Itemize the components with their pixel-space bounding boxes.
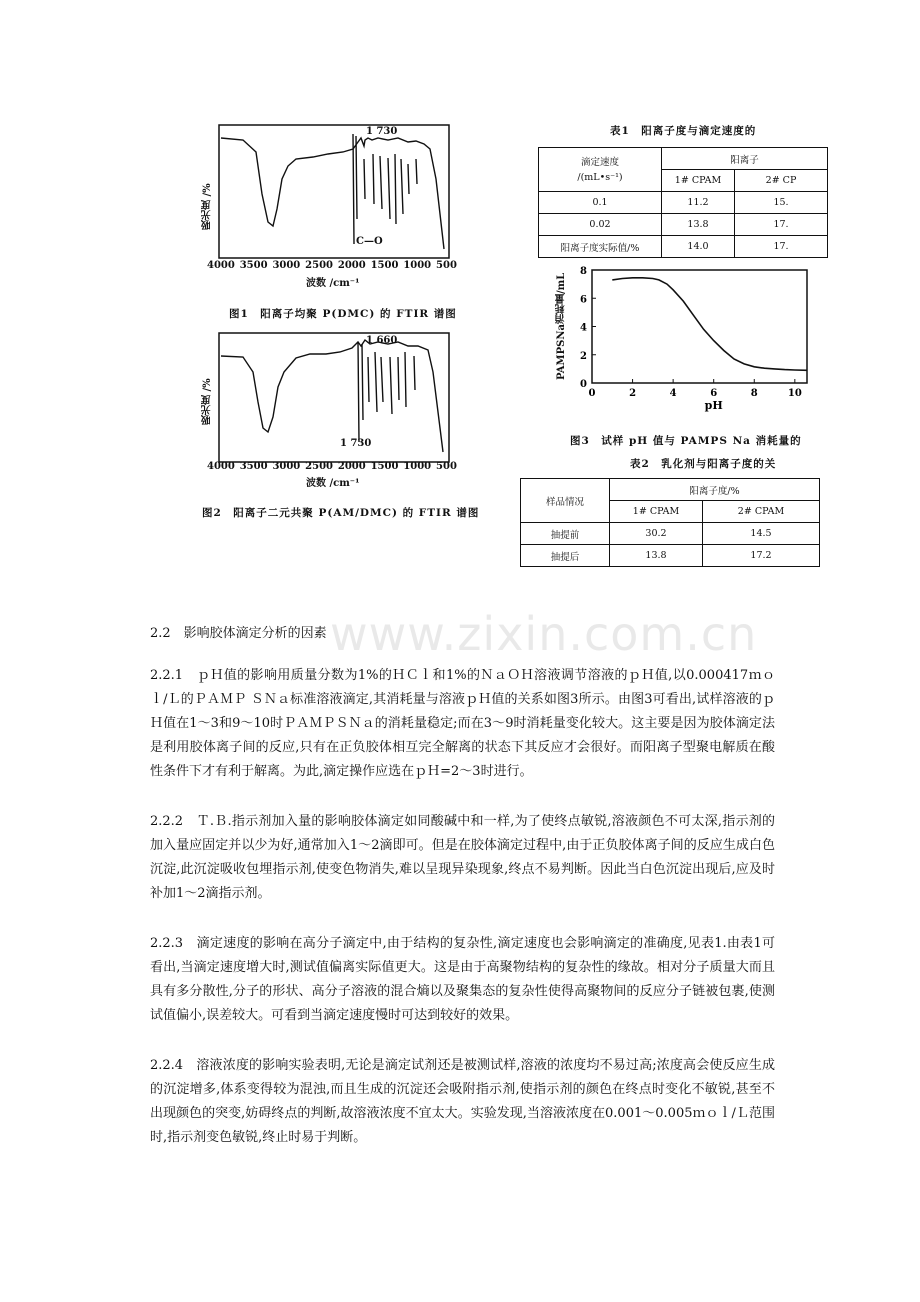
fig3-x-tick-label: 4 — [669, 388, 677, 399]
fig2-x-tick: 2000 — [337, 461, 366, 472]
table2-cell: 13.8 — [610, 545, 703, 567]
table1-cell: 15. — [735, 192, 828, 214]
fig2-x-tick: 1000 — [403, 461, 432, 472]
fig1-caption: 图1 阳离子均聚 P(DMC) 的 FTIR 谱图 — [229, 308, 457, 320]
fig3-y-tick-label: 0 — [580, 379, 587, 390]
table1-cell: 11.2 — [662, 192, 735, 214]
fig1-co-label: C—O — [356, 236, 383, 247]
table1-cell: 17. — [735, 214, 828, 236]
fig1-peak-label: 1 730 — [366, 126, 398, 137]
table1-header-group: 阳离子 — [662, 148, 828, 170]
paragraph-2-2-2: 2.2.2 Ｔ.Ｂ.指示剂加入量的影响胶体滴定如同酸碱中和一样,为了使终点敏锐,溶液颜色不可太深,指示剂的加入量应固定并以少为好,通常加入1～2滴即可。但是在胶体滴定过程中,由于正负胶体离子间的反应生成白色沉淀,此沉淀吸收包埋指示剂,使变色物消失,难以呈现异染现象,终点不易判断。因此当白色沉淀出现后,应及时补加1～2滴指示剂。 — [150, 814, 775, 901]
table2-cell: 抽提后 — [521, 545, 610, 567]
fig3-chart — [550, 255, 810, 430]
fig3-plot-frame — [592, 270, 807, 383]
fig1-y-axis-label: 吸光度 /% — [202, 183, 213, 230]
figure-3 — [550, 255, 802, 455]
fig2-spectrum — [218, 332, 450, 463]
table2-title: 表2 乳化剂与阳离子度的关 — [630, 458, 777, 470]
paragraph-2-2-3: 2.2.3 滴定速度的影响在高分子滴定中,由于结构的复杂性,滴定速度也会影响滴定的准确度,见表1.由表1可看出,当滴定速度增大时,测试值偏离实际值更大。这是由于高聚物结构的复杂性的缘故。相对分子质量大而且具有多分散性,分子的形状、高分子溶液的混合熵以及聚集态的复杂性使得高聚物间的反应分子链被包裹,使测试值偏小,误差较大。可看到当滴定速度慢时可达到较好的效果。 — [150, 936, 775, 1023]
fig2-x-ticks — [207, 461, 457, 472]
table1-cell: 0.1 — [539, 192, 662, 214]
fig3-x-tick-label: 8 — [750, 388, 758, 399]
fig1-spectrum-line — [221, 138, 444, 249]
fig1-plot-frame — [219, 125, 449, 258]
fig2-x-tick: 4000 — [207, 461, 235, 472]
table2-header-sample: 样品情况 — [521, 479, 610, 523]
table2-cell: 30.2 — [610, 523, 703, 545]
table1-title: 表1 阳离子度与滴定速度的 — [610, 125, 757, 137]
table1-header-speed-line1: 滴定速度 — [580, 156, 619, 168]
table2-cell: 抽提前 — [521, 523, 610, 545]
fig1-spectrum — [218, 124, 450, 259]
fig1-x-tick: 4000 — [207, 260, 235, 271]
fig2-peak-label-1730: 1 730 — [340, 438, 372, 449]
fig3-series-line — [612, 278, 807, 371]
fig2-spectrum-line — [221, 340, 443, 452]
table1-header-speed — [539, 148, 662, 192]
fig1-fingerprint-peaks — [353, 134, 417, 244]
fig3-y-tick-label: 8 — [580, 266, 587, 277]
fig1-x-tick: 2500 — [305, 260, 333, 271]
table-1 — [538, 120, 797, 254]
fig1-x-ticks — [207, 260, 457, 271]
fig1-x-tick: 3500 — [239, 260, 268, 271]
fig1-x-tick: 1000 — [403, 260, 432, 271]
table-row — [521, 545, 820, 567]
fig3-x-axis-label: pH — [704, 399, 723, 412]
fig1-x-tick: 1500 — [370, 260, 399, 271]
table2-col-1: 1# CPAM — [610, 501, 703, 523]
paragraph-2-2-1: 2.2.1 ｐＨ值的影响用质量分数为1%的ＨＣｌ和1%的ＮａＯＨ溶液调节溶液的ｐＨ值,以0.000417ｍｏｌ/Ｌ的ＰＡＭＰ ＳＮａ标准溶液滴定,其消耗量与溶液ｐＨ值的关系如图3所示。由图3可看出,试样溶液的ｐＨ值在1～3和9～10时ＰＡＭＰＳＮａ的消耗量稳定;而在3～9时消耗量变化较大。这主要是因为胶体滴定法是利用胶体离子间的反应,只有在正负胶体相互完全解离的状态下其反应才会很好。而阳离子型聚电解质在酸性条件下才有利于解离。为此,滴定操作应选在ｐＨ=2～3时进行。 — [150, 668, 775, 779]
table-row — [539, 214, 828, 236]
table1-cell: 14.0 — [662, 236, 735, 258]
table1-cell: 13.8 — [662, 214, 735, 236]
watermark: www.zixin.com.cn — [330, 607, 758, 661]
table2-header-group: 阳离子度/% — [610, 479, 820, 501]
fig2-x-tick: 3500 — [239, 461, 268, 472]
table-2 — [520, 452, 785, 563]
fig3-caption: 图3 试样 pH 值与 PAMPS Na 消耗量的 — [570, 435, 802, 447]
fig3-x-tick-label: 0 — [588, 388, 596, 399]
table1-cell: 阳离子度实际值/% — [539, 236, 662, 258]
fig2-x-tick: 1500 — [370, 461, 399, 472]
table2-cell: 14.5 — [703, 523, 820, 545]
fig2-y-axis-label: 吸光度 /% — [202, 378, 213, 425]
section-heading: 2.2 影响胶体滴定分析的因素 — [150, 626, 327, 641]
fig1-x-axis-label: 波数 /cm⁻¹ — [306, 278, 360, 289]
fig2-caption: 图2 阳离子二元共聚 P(AM/DMC) 的 FTIR 谱图 — [202, 507, 480, 519]
table-row — [539, 192, 828, 214]
fig3-y-tick-label: 4 — [580, 322, 587, 334]
fig2-x-tick: 3000 — [272, 461, 301, 472]
fig3-y-axis-label: PAMPSNa消耗量/mL — [556, 272, 567, 380]
table1-col-2: 2# CP — [735, 170, 828, 192]
table1-col-1: 1# CPAM — [662, 170, 735, 192]
table2-col-2: 2# CPAM — [703, 501, 820, 523]
fig2-x-tick: 2500 — [305, 461, 333, 472]
fig3-y-tick-label: 2 — [580, 350, 587, 362]
fig3-x-tick-label: 10 — [787, 388, 802, 399]
table1-cell: 0.02 — [539, 214, 662, 236]
table-row — [521, 523, 820, 545]
fig3-x-tick-label: 6 — [710, 388, 718, 399]
fig2-x-axis-label: 波数 /cm⁻¹ — [306, 478, 360, 489]
paragraph-2-2-4: 2.2.4 溶液浓度的影响实验表明,无论是滴定试剂还是被测试样,溶液的浓度均不易过高;浓度高会使反应生成的沉淀增多,体系变得较为混浊,而且生成的沉淀还会吸附指示剂,使指示剂的颜色在终点时变化不敏锐,甚至不出现颜色的突变,妨碍终点的判断,故溶液浓度不宜太大。实验发现,当溶液浓度在0.001～0.005ｍｏｌ/Ｌ范围时,指示剂变色敏锐,终止时易于判断。 — [150, 1058, 775, 1145]
table1-cell: 17. — [735, 236, 828, 258]
fig1-x-tick: 2000 — [337, 260, 366, 271]
fig2-x-tick: 500 — [436, 461, 457, 472]
fig3-x-tick-label: 2 — [629, 388, 637, 399]
table1-header-speed-line2: /(mL•s⁻¹) — [577, 171, 623, 183]
fig1-x-tick: 3000 — [272, 260, 301, 271]
fig2-fingerprint-peaks — [358, 342, 415, 442]
fig2-peak-label-1660: 1 660 — [366, 335, 398, 346]
table2-cell: 17.2 — [703, 545, 820, 567]
fig1-x-tick: 500 — [436, 260, 457, 271]
fig3-y-tick-label: 6 — [580, 294, 587, 306]
